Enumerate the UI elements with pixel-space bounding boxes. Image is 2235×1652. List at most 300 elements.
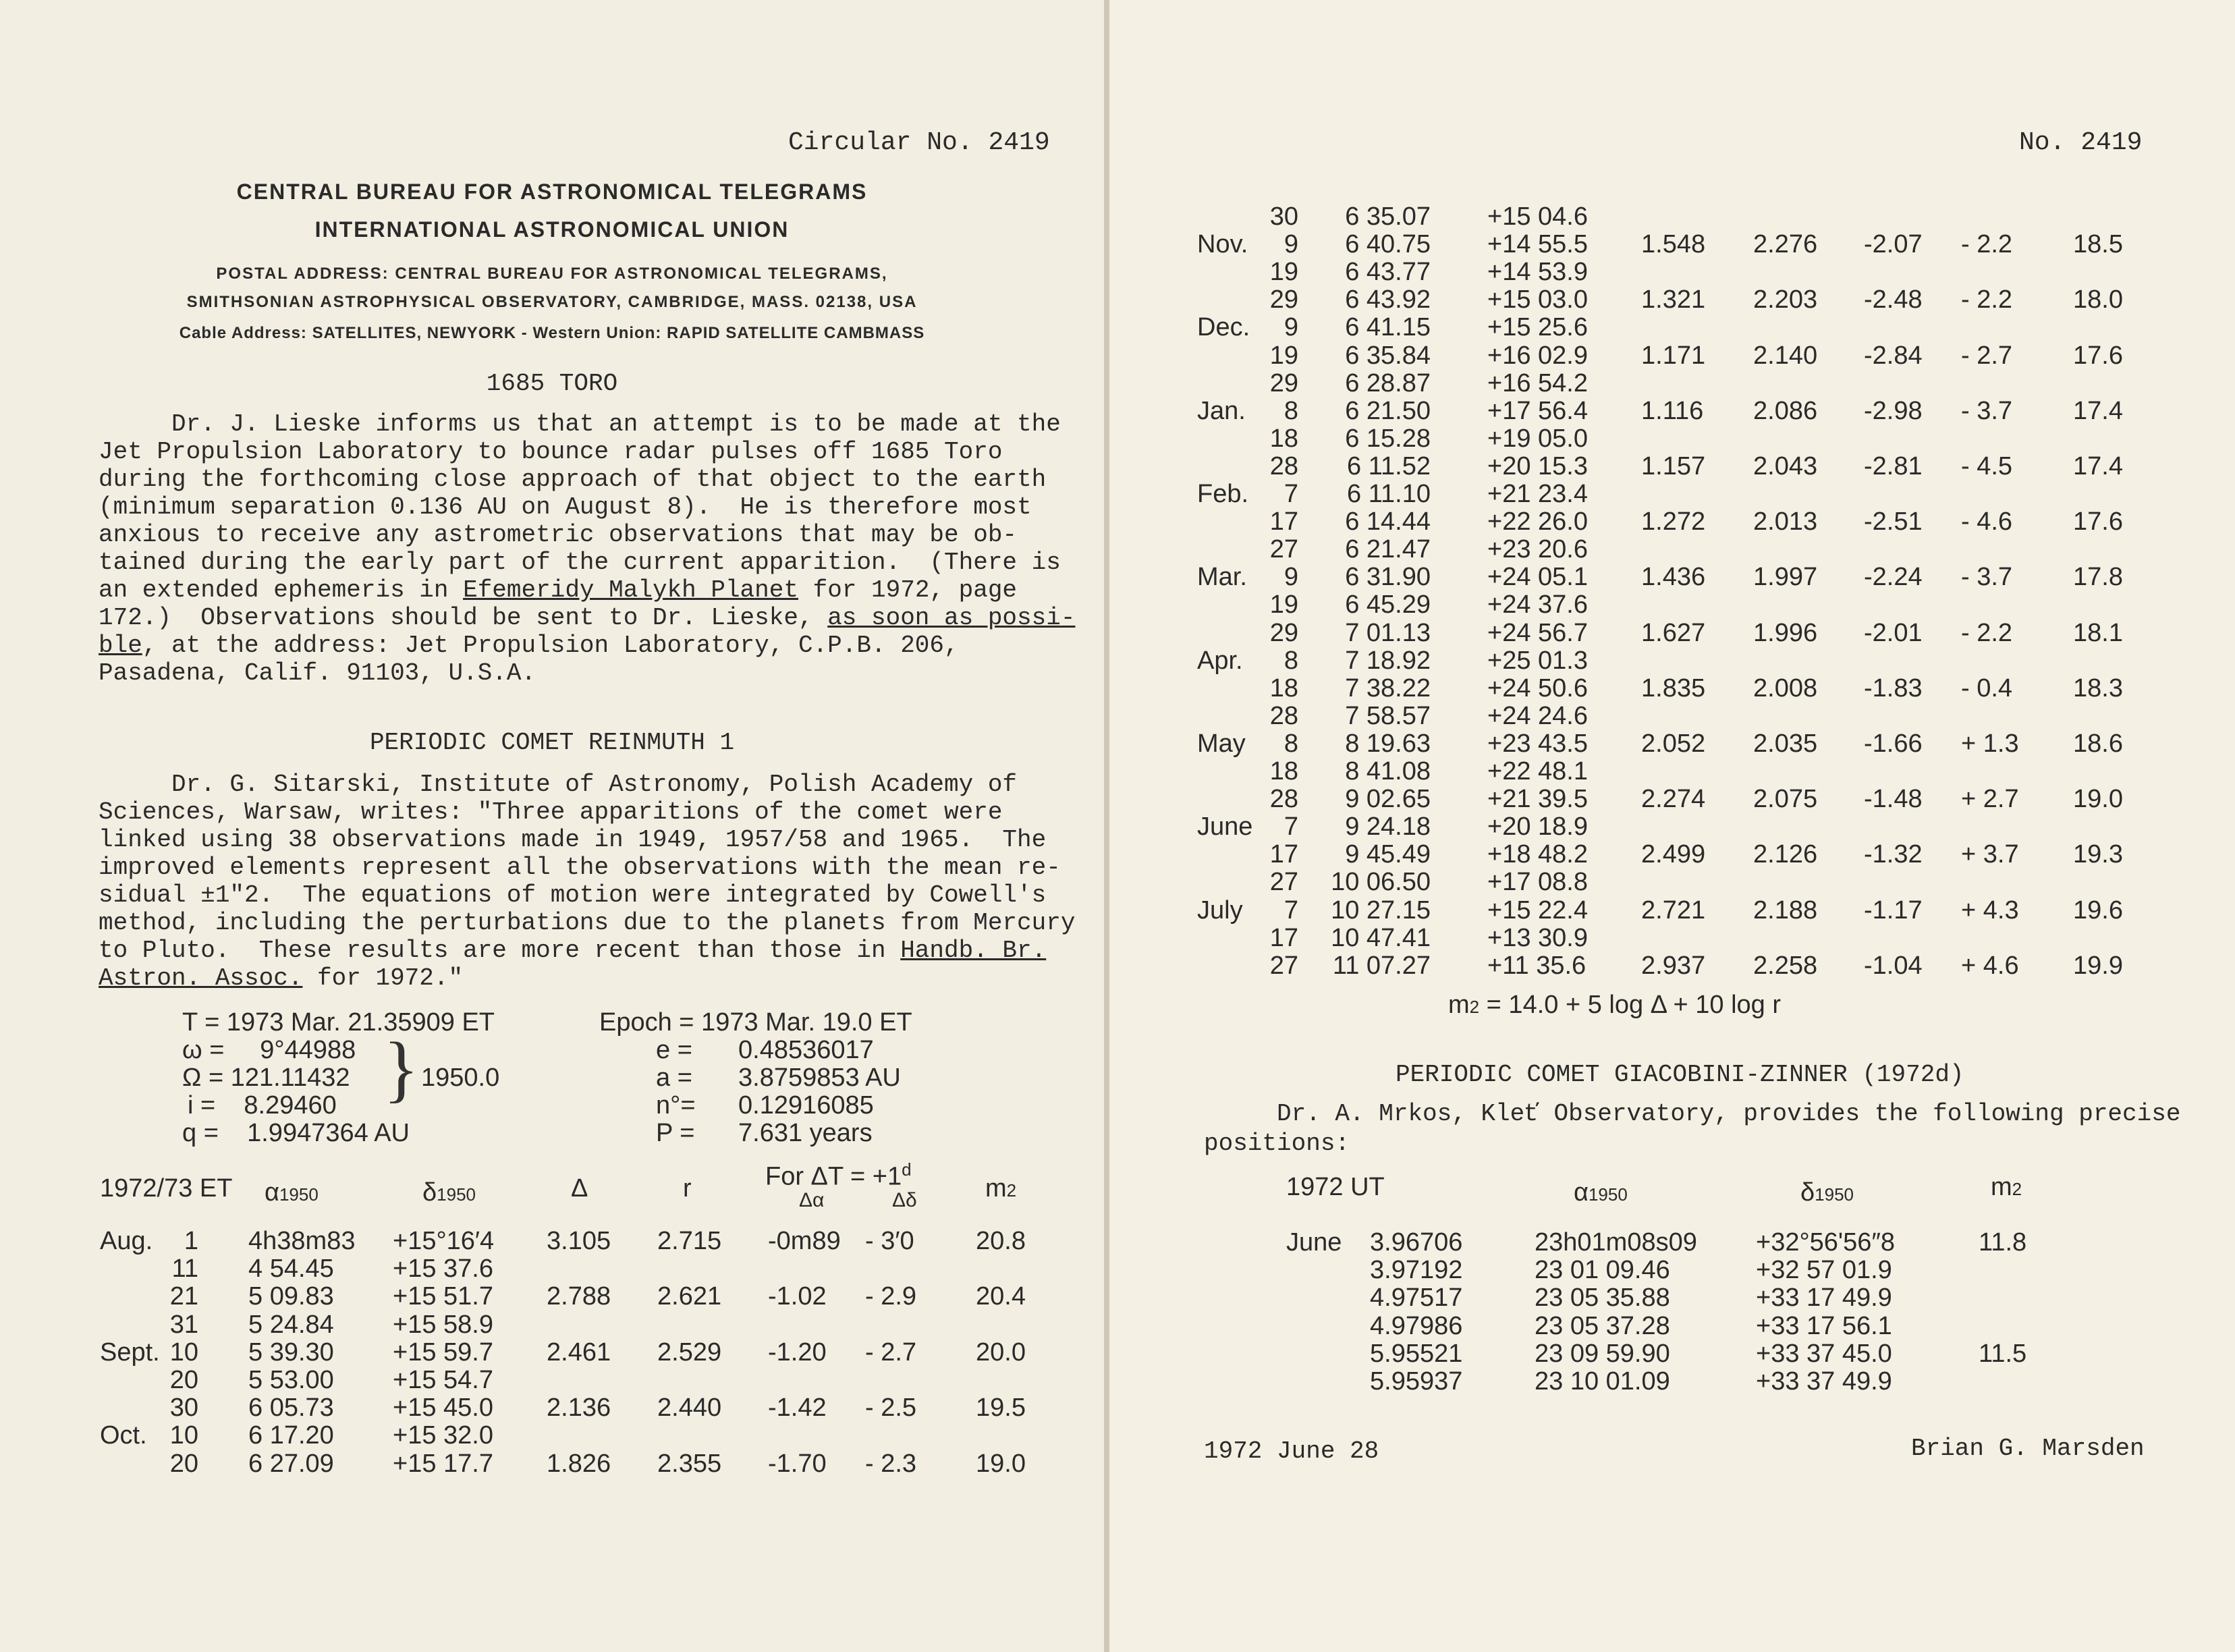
element-epoch: Epoch = 1973 Mar. 19.0 ET <box>599 1008 912 1037</box>
cell-m2: 20.4 <box>976 1282 1026 1311</box>
cell-day: 21 <box>169 1282 198 1311</box>
cell-day: 10 <box>169 1338 198 1367</box>
gz-cell-date: 4.97986 <box>1370 1311 1463 1340</box>
gz-cell-dec: +33 37 45.0 <box>1756 1339 1892 1368</box>
cell-dec: +16 54.2 <box>1487 368 1588 397</box>
toro-line: Dr. J. Lieske informs us that an attempt is to be made at the <box>99 410 1061 438</box>
ephemeris-row <box>0 1311 1104 1338</box>
cell-m2: 19.6 <box>2073 896 2123 925</box>
cell-day: 30 <box>169 1394 198 1423</box>
gz-paragraph-line-1: Dr. A. Mrkos, Kleť Observatory, provides the following precise <box>1204 1100 2181 1128</box>
cell-delta: 1.826 <box>547 1449 611 1478</box>
cell-da: -2.51 <box>1864 507 1923 536</box>
union-heading: INTERNATIONAL ASTRONOMICAL UNION <box>314 217 790 242</box>
gz-header-dec <box>1800 1178 1854 1207</box>
cell-m2: 18.3 <box>2073 673 2123 703</box>
header-m-sub: 2 <box>1006 1180 1017 1201</box>
left-page <box>0 0 1104 1652</box>
cell-month: Oct. <box>100 1421 147 1450</box>
cell-day: 19 <box>1269 341 1298 370</box>
cell-m2: 18.5 <box>2073 230 2123 259</box>
cell-dd: - 3.7 <box>1961 396 2013 425</box>
cell-delta: 1.627 <box>1641 618 1706 647</box>
cell-m2: 18.1 <box>2073 618 2123 647</box>
header-ra <box>265 1178 319 1207</box>
ephemeris-row <box>1109 590 2235 620</box>
cell-m2: 20.8 <box>976 1227 1026 1255</box>
cell-r: 2.013 <box>1753 507 1818 536</box>
gz-header-dec-symbol: δ <box>1800 1178 1815 1207</box>
postal-address-line-2: SMITHSONIAN ASTROPHYSICAL OBSERVATORY, CAMBRIDGE, MASS. 02138, USA <box>186 293 918 311</box>
gz-cell-date: 5.95937 <box>1370 1367 1463 1396</box>
cell-month: Feb. <box>1197 480 1249 508</box>
element-T: T = 1973 Mar. 21.35909 ET <box>182 1008 495 1037</box>
header-r: r <box>683 1174 692 1203</box>
cell-r: 2.188 <box>1753 896 1818 925</box>
asap-underline-end: ble <box>99 632 142 659</box>
ephemeris-row <box>1109 452 2235 479</box>
cell-ra: 7 58.57 <box>1345 701 1431 730</box>
cell-ra: 6 40.75 <box>1345 230 1431 259</box>
toro-line: anxious to receive any astrometric observations that may be ob- <box>99 521 1018 549</box>
cell-da: -2.24 <box>1864 563 1923 592</box>
cell-dd: - 4.6 <box>1961 507 2013 536</box>
gz-row <box>1109 1312 2235 1339</box>
ephemeris-row <box>1109 258 2235 285</box>
toro-line-text: 172.) Observations should be sent to Dr. Lieske, <box>99 604 828 632</box>
ephemeris-row <box>1109 785 2235 812</box>
cell-dec: +22 48.1 <box>1487 757 1588 786</box>
toro-line: Pasadena, Calif. 91103, U.S.A. <box>99 659 536 687</box>
cell-dec: +19 05.0 <box>1487 424 1588 453</box>
cell-dec: +15 25.6 <box>1487 313 1588 342</box>
cell-ra: 8 19.63 <box>1345 729 1431 758</box>
cell-ra: 4h38m83 <box>248 1227 356 1255</box>
reinmuth-line-text: to Pluto. These results are more recent than those in <box>99 937 901 964</box>
cell-dec: +15 32.0 <box>393 1421 493 1450</box>
cell-r: 1.997 <box>1753 563 1818 592</box>
ephemeris-row <box>0 1338 1104 1365</box>
cell-day: 10 <box>169 1421 198 1450</box>
reinmuth-paragraph <box>99 771 1076 992</box>
ephemeris-row <box>1109 313 2235 340</box>
cell-r: 2.203 <box>1753 285 1818 314</box>
cell-day: 7 <box>1284 896 1298 925</box>
cell-day: 19 <box>1269 258 1298 287</box>
cell-ra: 11 07.27 <box>1332 951 1431 980</box>
ephemeris-row <box>1109 619 2235 646</box>
cell-delta: 2.136 <box>547 1394 611 1423</box>
ephemeris-row <box>1109 924 2235 951</box>
gz-cell-ra: 23h01m08s09 <box>1535 1228 1697 1257</box>
cell-day: 7 <box>1284 480 1298 508</box>
cell-dd: + 1.3 <box>1961 729 2019 758</box>
cell-day: 19 <box>1269 590 1298 620</box>
cell-delta: 2.052 <box>1641 729 1706 758</box>
cell-da: -1.04 <box>1864 951 1923 980</box>
ephemeris-row <box>1109 480 2235 507</box>
cell-delta: 1.272 <box>1641 507 1706 536</box>
element-P-label: P = <box>656 1119 695 1147</box>
reinmuth-line: linked using 38 observations made in 1949, 1957/58 and 1965. The <box>99 826 1047 854</box>
cell-dec: +25 01.3 <box>1487 646 1588 675</box>
cell-dec: +15 58.9 <box>393 1310 493 1339</box>
cell-day: 18 <box>1269 673 1298 703</box>
cell-m2: 20.0 <box>976 1338 1026 1367</box>
cell-ra: 10 06.50 <box>1331 868 1431 897</box>
element-Omega: Ω = 121.11432 <box>182 1064 350 1092</box>
ephemeris-row <box>1109 424 2235 451</box>
cell-da: -2.84 <box>1864 341 1923 370</box>
cell-month: Mar. <box>1197 563 1247 592</box>
cell-dd: - 3′0 <box>865 1227 914 1255</box>
cell-day: 9 <box>1284 313 1298 342</box>
cell-ra: 8 41.08 <box>1345 757 1431 786</box>
cell-ra: 6 14.44 <box>1345 507 1431 536</box>
ephemeris-row <box>1109 646 2235 673</box>
ephemeris-row <box>1109 535 2235 562</box>
cell-ra: 7 01.13 <box>1345 618 1431 647</box>
gz-row <box>1109 1256 2235 1283</box>
element-a-value: 3.8759853 AU <box>738 1064 901 1092</box>
cell-dd: - 2.7 <box>1961 341 2013 370</box>
cell-dec: +21 23.4 <box>1487 480 1588 508</box>
toro-paragraph <box>99 410 1076 687</box>
cell-r: 2.035 <box>1753 729 1818 758</box>
cell-day: 20 <box>169 1449 198 1478</box>
ephemeris-row <box>1109 397 2235 424</box>
gz-row <box>1109 1284 2235 1311</box>
cell-delta: 2.499 <box>1641 840 1706 869</box>
header-delta: Δ <box>571 1174 588 1203</box>
cell-dd: + 2.7 <box>1961 785 2019 814</box>
gz-cell-date: 5.95521 <box>1370 1339 1463 1368</box>
cell-month: June <box>1197 813 1253 842</box>
toro-line <box>99 632 1030 659</box>
cell-ra: 9 45.49 <box>1345 840 1431 869</box>
cell-ra: 6 15.28 <box>1345 424 1431 453</box>
cell-da: -2.81 <box>1864 451 1923 480</box>
cell-dec: +17 08.8 <box>1487 868 1588 897</box>
cell-dec: +15 45.0 <box>393 1394 493 1423</box>
cell-ra: 6 17.20 <box>248 1421 334 1450</box>
cell-dd: - 2.2 <box>1961 285 2013 314</box>
toro-line: Jet Propulsion Laboratory to bounce radar pulses off 1685 Toro <box>99 438 1003 466</box>
toro-line-text: an extended ephemeris in <box>99 576 464 604</box>
cell-dec: +15 04.6 <box>1487 202 1588 231</box>
gz-cell-ra: 23 05 37.28 <box>1535 1311 1670 1340</box>
ephemeris-row <box>1109 230 2235 257</box>
toro-line-text: , at the address: Jet Propulsion Laboratory, C.P.B. 206, <box>142 632 959 659</box>
cell-month: Apr. <box>1197 646 1243 675</box>
cell-delta: 1.548 <box>1641 230 1706 259</box>
toro-title: 1685 TORO <box>486 370 618 397</box>
ephemeris-row <box>1109 285 2235 312</box>
footer-date: 1972 June 28 <box>1204 1437 1379 1465</box>
cell-delta: 2.461 <box>547 1338 611 1367</box>
element-P-value: 7.631 years <box>738 1119 873 1147</box>
gz-cell-ra: 23 10 01.09 <box>1535 1367 1670 1396</box>
cell-ra: 6 28.87 <box>1345 368 1431 397</box>
header-for-sup: d <box>902 1159 912 1180</box>
element-n-label: n°= <box>656 1091 696 1120</box>
cell-day: 17 <box>1269 507 1298 536</box>
cell-ra: 10 27.15 <box>1331 896 1431 925</box>
gz-cell-dec: +32 57 01.9 <box>1756 1256 1892 1285</box>
cell-dec: +13 30.9 <box>1487 923 1588 952</box>
cell-delta: 1.436 <box>1641 563 1706 592</box>
cell-r: 2.276 <box>1753 230 1818 259</box>
cell-da: -1.70 <box>768 1449 827 1478</box>
cell-ra: 9 02.65 <box>1345 785 1431 814</box>
cell-month: Nov. <box>1197 230 1248 259</box>
ephemeris-row <box>1109 868 2235 895</box>
ephemeris-row <box>1109 729 2235 756</box>
gz-header-m-sub: 2 <box>2012 1179 2022 1199</box>
reinmuth-line: method, including the perturbations due to the planets from Mercury <box>99 909 1076 937</box>
handbook-reference: Handb. Br. <box>900 937 1047 964</box>
cell-r: 2.715 <box>657 1227 722 1255</box>
cell-month: Aug. <box>100 1227 153 1255</box>
cell-r: 2.258 <box>1753 951 1818 980</box>
cell-day: 18 <box>1269 757 1298 786</box>
cell-delta: 1.157 <box>1641 451 1706 480</box>
gz-cell-month: June <box>1286 1228 1342 1257</box>
toro-line-text: for 1972, page <box>798 576 1018 604</box>
cell-dec: +24 50.6 <box>1487 673 1588 703</box>
cell-ra: 7 38.22 <box>1345 673 1431 703</box>
gz-header-ra-symbol: α <box>1574 1178 1589 1207</box>
cell-dec: +18 48.2 <box>1487 840 1588 869</box>
ephemeris-row <box>1109 702 2235 729</box>
cell-ra: 6 11.10 <box>1347 480 1431 508</box>
cell-day: 28 <box>1269 701 1298 730</box>
cell-dd: + 3.7 <box>1961 840 2019 869</box>
cell-dec: +20 15.3 <box>1487 451 1588 480</box>
gz-cell-date: 4.97517 <box>1370 1284 1463 1313</box>
cell-m2: 19.0 <box>2073 785 2123 814</box>
ephemeris-row <box>0 1282 1104 1309</box>
magnitude-formula <box>1448 991 1781 1020</box>
cell-dd: - 0.4 <box>1961 673 2013 703</box>
element-e-value: 0.48536017 <box>738 1036 874 1064</box>
cell-dd: - 3.7 <box>1961 563 2013 592</box>
cell-da: -1.48 <box>1864 785 1923 814</box>
cell-da: -2.07 <box>1864 230 1923 259</box>
element-omega: ω = 9°44988 <box>182 1036 356 1064</box>
cell-dd: - 2.2 <box>1961 618 2013 647</box>
cell-r: 2.529 <box>657 1338 722 1367</box>
ephemeris-row <box>0 1366 1104 1393</box>
cell-ra: 5 39.30 <box>248 1338 334 1367</box>
footer-signature: Brian G. Marsden <box>1911 1435 2145 1462</box>
header-for-dt <box>765 1159 912 1192</box>
right-page <box>1109 0 2235 1652</box>
gz-cell-dec: +33 17 49.9 <box>1756 1284 1892 1313</box>
reinmuth-line: Dr. G. Sitarski, Institute of Astronomy, Polish Academy of <box>99 771 1018 798</box>
gz-cell-dec: +33 17 56.1 <box>1756 1311 1892 1340</box>
postal-address-line-1: POSTAL ADDRESS: CENTRAL BUREAU FOR ASTRONOMICAL TELEGRAMS, <box>216 265 888 283</box>
book-gutter <box>1104 0 1109 1652</box>
cell-ra: 6 05.73 <box>248 1394 334 1423</box>
toro-line <box>99 576 1030 604</box>
cell-ra: 6 27.09 <box>248 1449 334 1478</box>
ephemeris-row <box>1109 202 2235 229</box>
ephemeris-row <box>1109 813 2235 842</box>
cell-r: 2.355 <box>657 1449 722 1478</box>
cell-ra: 5 09.83 <box>248 1282 334 1311</box>
gz-cell-ra: 23 09 59.90 <box>1535 1339 1670 1368</box>
cell-r: 1.996 <box>1753 618 1818 647</box>
cell-day: 27 <box>1269 868 1298 897</box>
asap-underline: as soon as possi- <box>827 604 1076 632</box>
reinmuth-line <box>99 964 1030 992</box>
cell-da: -1.32 <box>1864 840 1923 869</box>
cell-delta: 2.721 <box>1641 896 1706 925</box>
cell-ra: 7 18.92 <box>1345 646 1431 675</box>
gz-cell-dec: +32°56'56″8 <box>1756 1228 1896 1257</box>
cell-ra: 5 24.84 <box>248 1310 334 1339</box>
cell-delta: 2.274 <box>1641 785 1706 814</box>
brace-icon: } <box>383 1027 419 1109</box>
cell-m2: 19.3 <box>2073 840 2123 869</box>
cell-dec: +21 39.5 <box>1487 785 1588 814</box>
cell-ra: 6 31.90 <box>1345 563 1431 592</box>
toro-line: tained during the early part of the current apparition. (There is <box>99 549 1061 576</box>
cell-m2: 19.9 <box>2073 951 2123 980</box>
cell-day: 8 <box>1284 396 1298 425</box>
cable-address: Cable Address: SATELLITES, NEWYORK - Western Union: RAPID SATELLITE CAMBMASS <box>179 324 925 342</box>
cell-day: 9 <box>1284 230 1298 259</box>
cell-r: 2.621 <box>657 1282 722 1311</box>
cell-dec: +24 56.7 <box>1487 618 1588 647</box>
cell-day: 28 <box>1269 785 1298 814</box>
element-i: i = 8.29460 <box>188 1091 337 1120</box>
cell-r: 2.140 <box>1753 341 1818 370</box>
ephemeris-row <box>1109 840 2235 867</box>
handbook-reference-end: Astron. Assoc. <box>99 964 303 992</box>
cell-day: 17 <box>1269 923 1298 952</box>
cell-day: 28 <box>1269 451 1298 480</box>
cell-dec: +15 37.6 <box>393 1255 493 1284</box>
cell-dec: +15 22.4 <box>1487 896 1588 925</box>
gz-cell-ra: 23 05 35.88 <box>1535 1284 1670 1313</box>
gz-header-ra <box>1574 1178 1628 1207</box>
cell-ra: 4 54.45 <box>248 1255 334 1284</box>
header-dec-sub: 1950 <box>437 1184 476 1205</box>
reinmuth-line <box>99 937 1047 964</box>
formula-rest: = 14.0 + 5 log Δ + 10 log r <box>1479 991 1781 1019</box>
cell-dec: +24 05.1 <box>1487 563 1588 592</box>
header-ddelta: Δδ <box>892 1189 917 1211</box>
cell-delta: 1.321 <box>1641 285 1706 314</box>
circular-number: Circular No. 2419 <box>788 128 1050 157</box>
ephemeris-reference: Efemeridy Malykh Planet <box>463 576 798 604</box>
reinmuth-line-text: for 1972." <box>302 964 464 992</box>
cell-month: Dec. <box>1197 313 1250 342</box>
header-dalpha: Δα <box>799 1189 825 1211</box>
cell-day: 29 <box>1269 285 1298 314</box>
reinmuth-line: Sciences, Warsaw, writes: "Three apparitions of the comet were <box>99 798 1003 826</box>
cell-day: 7 <box>1284 813 1298 842</box>
cell-m2: 18.0 <box>2073 285 2123 314</box>
cell-delta: 1.171 <box>1641 341 1706 370</box>
giacobini-zinner-title: PERIODIC COMET GIACOBINI-ZINNER (1972d) <box>1396 1061 1964 1089</box>
gz-header-m-symbol: m <box>1991 1173 2012 1201</box>
cell-da: -1.20 <box>768 1338 827 1367</box>
cell-m2: 17.8 <box>2073 563 2123 592</box>
cell-ra: 6 35.84 <box>1345 341 1431 370</box>
cell-m2: 17.4 <box>2073 396 2123 425</box>
cell-day: 29 <box>1269 618 1298 647</box>
header-dec-symbol: δ <box>422 1178 437 1207</box>
cell-dec: +15 54.7 <box>393 1366 493 1394</box>
gz-header-m2 <box>1991 1173 2022 1202</box>
cell-ra: 10 47.41 <box>1331 923 1431 952</box>
page-number: No. 2419 <box>2019 128 2143 157</box>
cell-m2: 17.6 <box>2073 507 2123 536</box>
formula-m: m <box>1448 991 1470 1019</box>
cell-dec: +15 51.7 <box>393 1282 493 1311</box>
cell-ra: 9 24.18 <box>1345 813 1431 842</box>
cell-m2: 17.4 <box>2073 451 2123 480</box>
header-date: 1972/73 ET <box>100 1174 233 1203</box>
gz-cell-m2: 11.8 <box>1979 1228 2027 1257</box>
gz-row <box>1109 1228 2235 1255</box>
ephemeris-row <box>0 1450 1104 1477</box>
cell-day: 11 <box>171 1255 198 1284</box>
cell-dd: - 2.9 <box>865 1282 917 1311</box>
cell-dd: + 4.3 <box>1961 896 2019 925</box>
gz-header-ra-sub: 1950 <box>1588 1184 1628 1205</box>
cell-da: -2.48 <box>1864 285 1923 314</box>
reinmuth-line: improved elements represent all the observations with the mean re- <box>99 854 1061 881</box>
cell-ra: 5 53.00 <box>248 1366 334 1394</box>
ephemeris-row <box>1109 896 2235 923</box>
gz-cell-ra: 23 01 09.46 <box>1535 1256 1670 1285</box>
cell-dec: +14 53.9 <box>1487 258 1588 287</box>
ephemeris-row <box>0 1227 1104 1254</box>
cell-m2: 18.6 <box>2073 729 2123 758</box>
cell-da: -1.02 <box>768 1282 827 1311</box>
gz-row <box>1109 1367 2235 1394</box>
formula-sub: 2 <box>1469 997 1480 1017</box>
cell-dec: +15 59.7 <box>393 1338 493 1367</box>
reinmuth-line: sidual ±1″2. The equations of motion were integrated by Cowell's <box>99 881 1047 909</box>
cell-ra: 6 21.47 <box>1345 535 1431 564</box>
cell-dd: - 4.5 <box>1961 451 2013 480</box>
cell-day: 1 <box>184 1227 198 1255</box>
bureau-heading: CENTRAL BUREAU FOR ASTRONOMICAL TELEGRAMS <box>236 180 868 204</box>
header-ra-symbol: α <box>265 1178 279 1207</box>
header-m-symbol: m <box>985 1174 1007 1203</box>
cell-delta: 1.116 <box>1641 396 1704 425</box>
cell-dec: +16 02.9 <box>1487 341 1588 370</box>
cell-day: 20 <box>169 1366 198 1394</box>
cell-dec: +23 20.6 <box>1487 535 1588 564</box>
gz-cell-dec: +33 37 49.9 <box>1756 1367 1892 1396</box>
element-n-value: 0.12916085 <box>738 1091 874 1120</box>
cell-month: July <box>1197 896 1243 925</box>
cell-dec: +14 55.5 <box>1487 230 1588 259</box>
cell-da: -0m89 <box>768 1227 841 1255</box>
cell-dec: +11 35.6 <box>1487 951 1586 980</box>
cell-da: -2.01 <box>1864 618 1923 647</box>
cell-delta: 3.105 <box>547 1227 611 1255</box>
cell-day: 18 <box>1269 424 1298 453</box>
cell-delta: 2.937 <box>1641 951 1706 980</box>
cell-dec: +23 43.5 <box>1487 729 1588 758</box>
